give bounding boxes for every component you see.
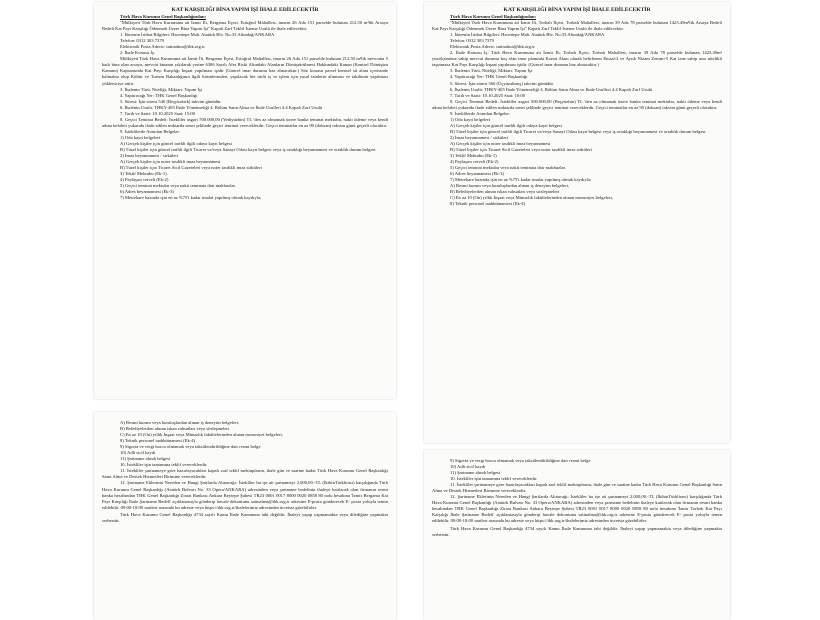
- notice-paragraph: 8. Geçici Teminat Bedeli: İstekliler asgari 500.000,00 (Beşyüzbin) TL 'den az olmamak üzere banka teminat mektubu, nakit ödeme veya kendi adına kefaleti yukarıda ifade edilen miktarda senet şeklinde geçici teminat vereceklerdir. Geçici teminatlar en az 90 (doksan) takvim günü geçerli olacaktır.: [432, 98, 722, 110]
- notice-paragraph: C) En az 10 (On) yıllık İnşaat veya Mimarlık fakültelerinden alınan mezuniyet belgeleri,: [120, 432, 283, 438]
- notice-paragraph: 7. Tarih ve Saati: 10.10.2025 Saat: 10:00: [450, 92, 525, 98]
- notice-paragraph: A) Gerçek kişiler için güncel tarihli ilgili odaya kayıt belgesi: [450, 122, 562, 128]
- notice-paragraph: 11) Şartname alındı belgesi: [120, 456, 171, 462]
- notice-paragraph: 6) Adres beyannamesi (Ek-3): [450, 171, 504, 177]
- notice-paragraph: 3) Teklif Mektubu (Ek-1): [450, 153, 497, 159]
- notice-paragraph: 3. İhalenin Türü, Niteliği, Miktarı: Yapım İşi: [120, 86, 203, 92]
- notice-paragraph: C) En az 10 (On) yıllık İnşaat veya Mimarlık fakültelerinden alınan mezuniyet belgeleri,: [450, 195, 613, 201]
- notice-paragraph: A) Gerçek kişiler için noter tasdikli imza beyannamesi: [120, 159, 221, 165]
- notice-paragraph: A) Resmi kurum veya kuruluşlardan alınan iş deneyim belgeleri,: [450, 183, 570, 189]
- notice-authority: Türk Hava Kurumu Genel Başkanlığından:: [120, 14, 207, 19]
- notice-paragraph: 4) Paylaşım cetveli (Ek-2): [450, 159, 499, 165]
- notice-paragraph: Elektronik Posta Adresi: satinalma@thk.org.tr: [450, 44, 535, 50]
- notice-paragraph: 4. Yaptıracağı Yer: THK Genel Başkanlığı: [120, 92, 198, 98]
- right-notice-page-1: [424, 2, 730, 443]
- notice-paragraph: A) Gerçek kişiler için güncel tarihli ilgili odaya kayıt belgesi: [120, 140, 232, 146]
- notice-paragraph: 1) Oda kayıt belgeleri: [120, 134, 161, 140]
- notice-authority: Türk Hava Kurumu Genel Başkanlığından:: [450, 14, 537, 19]
- notice-paragraph: Telefon: 0312 303 7379: [450, 38, 494, 44]
- notice-paragraph: A) Resmi kurum veya kuruluşlardan alınan iş deneyim belgeleri,: [120, 420, 240, 425]
- notice-paragraph: 6) Adres beyannamesi (Ek-3): [120, 189, 174, 195]
- notice-paragraph: 4) Paylaşım cetveli (Ek-2): [120, 177, 169, 183]
- notice-paragraph: 10. İstekliler işin tamamına teklif vereceklerdir.: [120, 462, 208, 468]
- notice-paragraph: A) Gerçek kişiler için noter tasdikli imza beyannamesi: [450, 140, 551, 146]
- notice-paragraph: B) Tüzel kişiler için güncel tarihli ilgili Ticaret ve/veya Sanayi Odası kayıt belgesi veya iş ortaklığı beyannamesi ve ortaklık durum belgesi: [450, 128, 706, 134]
- notice-paragraph: 6. İhalenin Usulü: THKY-405 İhale Yönetmeliği 4. Bölüm Satın Alma ve İhale Usulleri 4.4 Kapalı Zarf Usulü: [120, 104, 323, 110]
- notice-paragraph: 7) Metrekare bazında işin en az %75'i kadar imalat yapılmış olmak kaydıyla;: [120, 195, 262, 201]
- notice-paragraph: 10) Adli sicil kaydı: [450, 464, 486, 470]
- notice-paragraph: 11. İstekliler şartnameye göre hazırlayacakları kapalı zarf teklif mektuplarını, ihale gün ve saatine kadar Türk Hava Kurumu Genel Başkanlığı Satın Alma ve Destek Hizmetleri Birimine vereceklerdir.: [432, 482, 722, 494]
- notice-paragraph: 9. İsteklilerde Aranılan Belgeler:: [450, 110, 511, 116]
- notice-paragraph: 5. Süresi: İşin süresi 540 (Beşyüzkırk) takvim günüdür.: [120, 98, 222, 104]
- notice-closing: Türk Hava Kurumu Genel Başkanlığı 4734 sayılı Kamu İhale Kanununa tabi değildir. İhaleyi yapıp yapmamakta veya dilediğine yapmakta serbesttir.: [102, 512, 388, 524]
- notice-title: KAT KARŞILIĞI BİNA YAPIM İŞİ İHALE EDİLECEKTİR: [503, 7, 651, 13]
- notice-paragraph: 8. Geçici Teminat Bedeli: İstekliler asgari 700.000,00 (Yediyüzbin) TL 'den az olmamak üzere banka teminat mektubu, nakit ödeme veya kendi adına kefaleti yukarıda ifade edilen miktarda senet şeklinde geçici teminat vereceklerdir. Geçici teminatlar en az 90 (doksan) takvim günü geçerli olacaktır.: [102, 116, 388, 128]
- notice-paragraph: 7. Tarih ve Saati: 10.10.2025 Saat: 15:00: [120, 110, 195, 116]
- notice-paragraph: Elektronik Posta Adresi: satinalma@thk.org.tr: [120, 44, 205, 50]
- notice-paragraph: 5) Geçici teminat mektubu veya nakit teminata dair makbuzlar.: [120, 183, 236, 189]
- notice-paragraph: 2. İhale Konusu İş:: [120, 50, 155, 56]
- right-notice-page-2: [424, 450, 730, 620]
- notice-paragraph: B) Tüzel kişiler için Ticaret Sicil Gazeteleri veya noter tasdikli imza sirküleri: [450, 147, 592, 153]
- notice-paragraph: 12. Şartname Eklerinin Nereden ve Hangi Şartlarda Alınacağı: İstekliler bu işe ait şartnameyi 2.000,00.-TL (İkibinTürklirası) karşılığında Türk Hava Kurumu Genel Başkanlığı (Atatürk Bulvarı No. 33 Opera/ANKARA) adresinden veya şartname bedelinin ihaleye katılacak olan firmanın resmi banka hesabından THK Genel Başkanlığı Ziraat Bankası Ankara Beytepe Şubesi TR23 0001 0017 8000 0020 0858 80 nolu hesabına 'İzmir Bergama Kat Payı Karşılığı İhale Şartname Bedeli' açıklamasıyla gönderip havale dekontunu satinalma@thk.org.tr adresine E-posta gönderecek E- posta yoluyla temin edilebilir. 09:00-18:00 saatleri arasında bu adreste veya https://thk.org.tr/ihalelerimiz adresinden ücretsiz görebilirler.: [102, 480, 388, 510]
- notice-paragraph: 2) İmza beyannamesi / sirküleri: [120, 153, 179, 159]
- notice-paragraph: 11) Şartname alındı belgesi: [450, 470, 501, 476]
- notice-paragraph: 5) Geçici teminat mektubu veya nakit teminata dair makbuzlar.: [450, 165, 566, 171]
- notice-paragraph: B) Tüzel kişiler için güncel tarihli ilgili Ticaret ve/veya Sanayi Odası kayıt belgesi veya iş ortaklığı beyannamesi ve ortaklık durum belgesi: [120, 147, 376, 153]
- notice-paragraph: 10) Adli sicil kaydı: [120, 450, 156, 456]
- notice-paragraph: 2) İmza beyannamesi / sirküleri: [450, 134, 509, 140]
- notice-paragraph: B) Belediyelerden alınan iskan ruhsatları veya sözleşmeleri: [450, 189, 560, 195]
- notice-paragraph: 11. İstekliler şartnameye göre hazırlayacakları kapalı zarf teklif mektuplarını, ihale gün ve saatine kadar Türk Hava Kurumu Genel Başkanlığı Satın Alma ve Destek Hizmetleri Birimine vereceklerdir.: [102, 468, 388, 480]
- notice-paragraph: 10. İstekliler işin tamamına teklif vereceklerdir.: [450, 476, 538, 482]
- notice-title: KAT KARŞILIĞI BİNA YAPIM İŞİ İHALE EDİLECEKTİR: [171, 7, 319, 13]
- notice-paragraph: 4. Yaptıracağı Yer: THK Genel Başkanlığı: [450, 74, 528, 80]
- notice-paragraph: 1. İdarenin İrtibat Bilgileri: Hacettepe Mah. Atatürk Blv. No:33 Altındağ/ANKARA: [450, 32, 605, 38]
- left-notice-page-2: [94, 412, 396, 620]
- notice-paragraph: 8) Teknik personel taahhütnamesi (Ek-4): [120, 438, 196, 444]
- notice-paragraph: 8) Teknik personel taahhütnamesi (Ek-4): [450, 201, 526, 207]
- notice-paragraph: 6. İhalenin Usulü: THKY-405 İhale Yönetmeliği 4. Bölüm Satın Alma ve İhale Usulleri 4.4 Kapalı Zarf Usulü: [450, 86, 653, 92]
- notice-paragraph: 9) Sigorta ve vergi borcu olmamak veya taksitlendirildiğine dair resmi belge: [450, 458, 591, 463]
- notice-paragraph: "Mülkiyeti Türk Hava Kurumuna ait İzmir İli, Torbalı İlçesi, Torbalı Mahallesi, imarın 39 Ada 78 parselde bulunan 1423.49m²lik Arsaya Bedeli Kat Payı Karşılığı Ödenmek Üzere Bina Yapım İşi" Kapalı Zarf Teklif İsteme Usulü ile ihale edilecektir.: [432, 20, 722, 32]
- notice-paragraph: Telefon: 0312 303 7379: [120, 38, 164, 44]
- notice-paragraph: 12. Şartname Eklerinin Nereden ve Hangi Şartlarda Alınacağı: İstekliler bu işe ait şartnameyi 2.000,00.-TL (İkibinTürklirası) karşılığında Türk Hava Kurumu Genel Başkanlığı (Atatürk Bulvarı No. 33 Opera/ANKARA) adresinden veya şartname bedelinin ihaleye katılacak olan firmanın resmi banka hesabından THK Genel Başkanlığı Ziraat Bankası Ankara Beytepe Şubesi TR23 0001 0017 8000 0020 0858 80 nolu hesabına 'İzmir Torbalı Kat Payı Karşılığı İhale Şartname Bedeli' açıklamasıyla gönderip havale dekontunu satinalma@thk.org.tr adresine E-posta gönderecek E- posta yoluyla temin edilebilir. 09:00-18:00 saatleri arasında bu adreste veya https://thk.org.tr/ihalelerimiz adresinden ücretsiz görebilirler.: [432, 494, 722, 524]
- notice-paragraph: 1. İdarenin İrtibat Bilgileri: Hacettepe Mah. Atatürk Blv. No:33 Altındağ/ANKARA: [120, 32, 275, 38]
- notice-paragraph: 5. Süresi: İşin süresi 360 (Üçyüzaltmış) takvim günüdür.: [450, 80, 554, 86]
- notice-paragraph: Mülkiyeti Türk Hava Kurumuna ait İzmir İli, Bergama İlçesi, Ertuğrul Mahallesi, imarın 26 Ada 151 parselde bulunan 212,50 m²lik mevcutta 5 katlı bina olan arsaya, mevcut binanın yıkılarak yerine 6306 Sayılı Afet Riski Altındaki Alanların Dönüştürülmesi Hakkındaki Kanun (Kentsel Dönüşüm Kanunu) Kapsamında Kat Payı Karşılığı İnşaat yapılması işidir (Güncel imar durumu baz alınacaktır.) Söz konusu parsel kentsel sit alanı içerisinde kalmakta olup Kültür ve Turizm Bakanlığının ilgili birimlerinden, yapılacak her türlü iş ve işlem için yasal izinlerin alınması ve takibinin yapılması yükleniciye aittir.: [102, 56, 388, 86]
- notice-paragraph: B) Tüzel kişiler için Ticaret Sicil Gazeteleri veya noter tasdikli imza sirküleri: [120, 165, 262, 171]
- notice-closing: Türk Hava Kurumu Genel Başkanlığı 4734 sayılı Kamu İhale Kanununa tabi değildir. İhaleyi yapıp yapmamakta veya dilediğine yapmakta serbesttir.: [432, 526, 722, 538]
- left-notice-page-1: [94, 2, 396, 399]
- notice-paragraph: 1) Oda kayıt belgeleri: [450, 116, 491, 122]
- notice-paragraph: 3. İhalenin Türü, Niteliği, Miktarı: Yapım İşi: [450, 68, 533, 74]
- notice-paragraph: 9) Sigorta ve vergi borcu olmamak veya taksitlendirildiğine dair resmi belge: [120, 444, 261, 450]
- notice-paragraph: 7) Metrekare bazında işin en az %75'i kadar imalat yapılmış olmak kaydıyla;: [450, 177, 592, 183]
- notice-paragraph: 3) Teklif Mektubu (Ek-1): [120, 171, 167, 177]
- notice-paragraph: 9. İsteklilerde Aranılan Belgeler:: [120, 128, 181, 134]
- notice-paragraph: B) Belediyelerden alınan iskan ruhsatları veya sözleşmeleri: [120, 426, 230, 432]
- notice-paragraph: "Mülkiyeti Türk Hava Kurumuna ait İzmir İli, Bergama İlçesi, Ertuğrul Mahallesi, imarın 26 Ada 151 parselde bulunan 212,50 m²lik Arsaya Bedeli Kat Payı Karşılığı Ödenmek Üzere Bina Yapım İşi" Kapalı Zarf Teklif İsteme Usulü ile ihale edilecektir.: [102, 20, 388, 32]
- notice-paragraph: 2. İhale Konusu İş: Türk Hava Kurumuna ait İzmir İli, Torbalı İlçesi, Torbalı Mahallesi, imarın 39 Ada 78 parselde bulunan 1423.49m² yüzölçümüne sahip mevcut durumu boş olan imar planında Konut Alanı olarak belirlenen Emsal:2 ve Ayrık Nizam Zemin+5 Kat izne sahip arsa nitelikli taşınmaza Kat Payı Karşılığı İnşaat yapılması işidir. (Güncel imar durumu baz alınacaktır.): [432, 50, 722, 68]
